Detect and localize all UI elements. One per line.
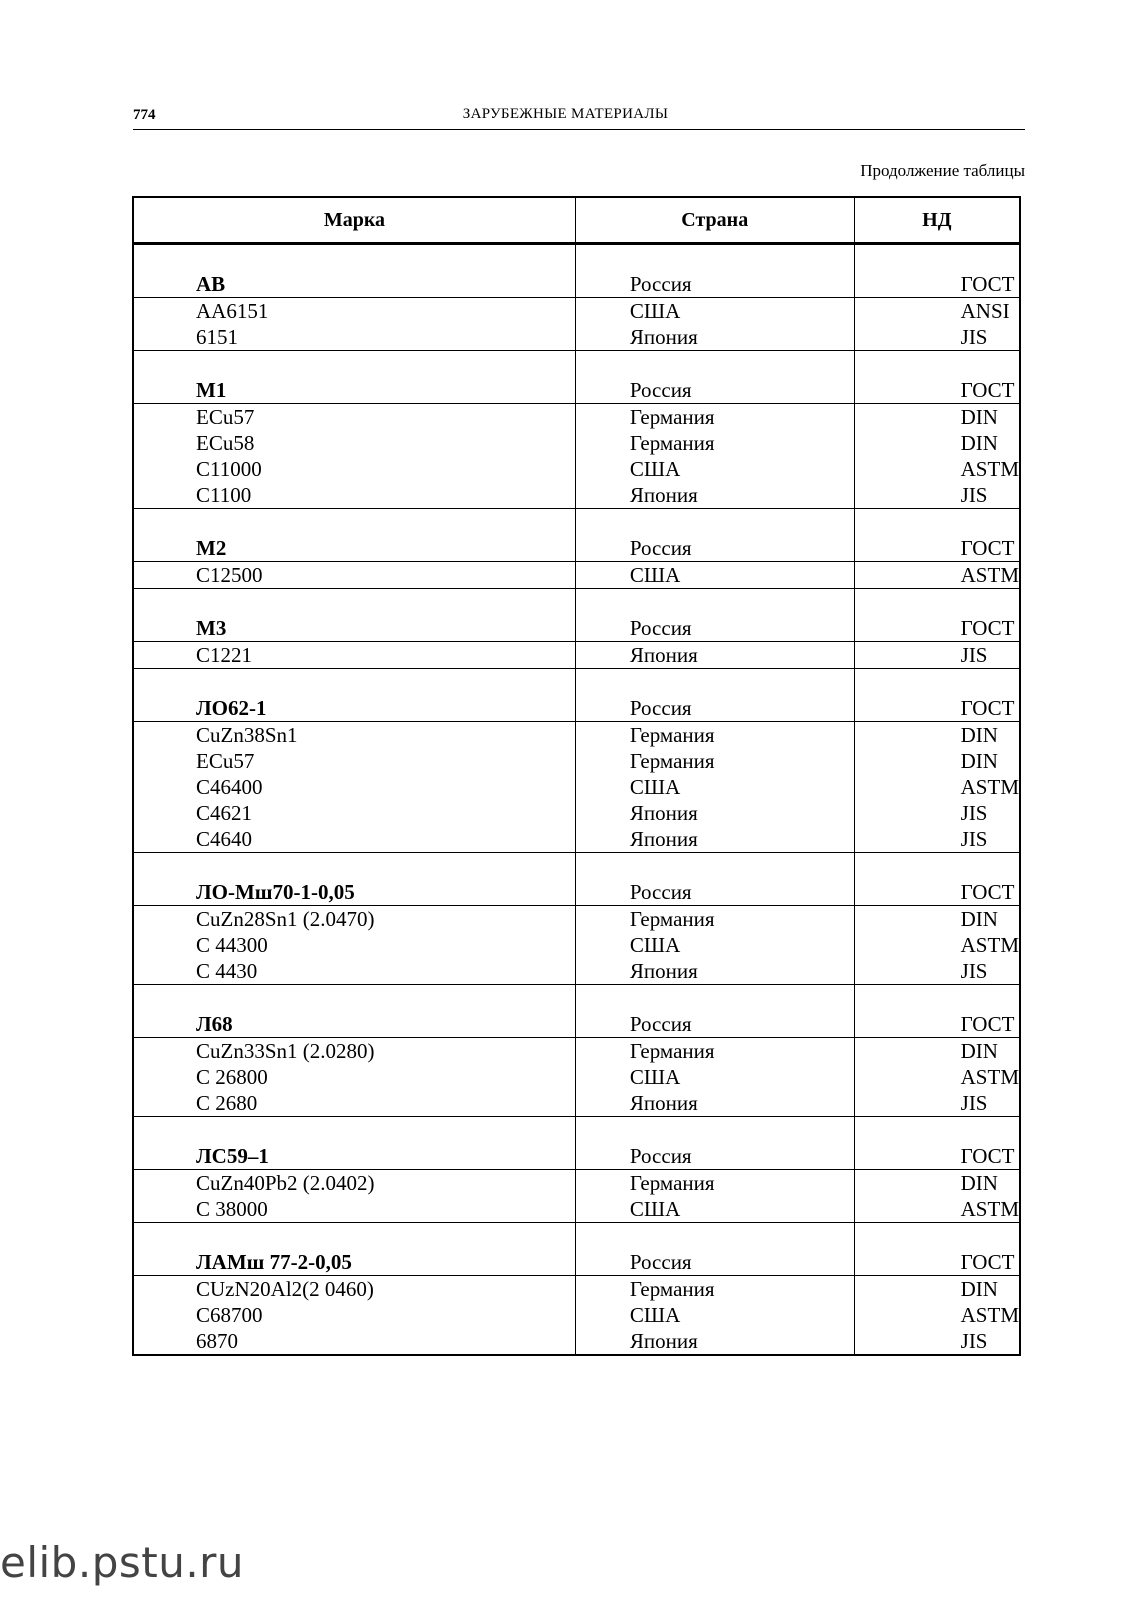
- country-cell: Япония: [575, 1090, 854, 1117]
- table-row: [133, 800, 1020, 826]
- standard-cell: DIN: [960, 405, 998, 429]
- table-row: [133, 1223, 1020, 1276]
- country-cell: Германия: [575, 906, 854, 933]
- country-cell: Япония: [575, 482, 854, 509]
- grade-cell: C 38000: [133, 1196, 575, 1223]
- standard-cell: ГОСТ: [854, 1117, 1020, 1170]
- standard-cell: ГОСТ: [854, 351, 1020, 404]
- grade-cell: ECu58: [133, 430, 575, 456]
- table-row: [133, 642, 1020, 669]
- standard-cell: ASTM: [960, 1065, 1019, 1089]
- grade-cell: C 26800: [133, 1064, 575, 1090]
- standard-cell: DIN: [960, 907, 998, 931]
- country-cell: Германия: [575, 1276, 854, 1303]
- country-cell: Россия: [575, 1117, 854, 1170]
- standard-cell: DIN: [960, 723, 998, 747]
- standard-cell: ГОСТ: [854, 244, 1020, 298]
- header-rule: [133, 129, 1025, 130]
- standard-cell: ГОСТ: [854, 985, 1020, 1038]
- standard-cell: ASTM: [960, 933, 1019, 957]
- table-row: [133, 958, 1020, 985]
- country-cell: Германия: [575, 404, 854, 431]
- grade-cell: Л68: [133, 985, 575, 1038]
- country-cell: США: [575, 1196, 854, 1223]
- grade-cell: C1221: [133, 642, 575, 669]
- grade-cell: АВ: [133, 244, 575, 298]
- table-row: [133, 1196, 1020, 1223]
- country-cell: Россия: [575, 853, 854, 906]
- country-cell: Россия: [575, 351, 854, 404]
- table-row: [133, 774, 1020, 800]
- country-cell: Россия: [575, 669, 854, 722]
- grade-cell: C1100: [133, 482, 575, 509]
- country-cell: США: [575, 932, 854, 958]
- standard-cell: ASTM: [960, 1197, 1019, 1221]
- table-row: [133, 748, 1020, 774]
- table-body: [133, 244, 1020, 1356]
- standard-cell: DIN: [960, 431, 998, 455]
- grade-cell: ECu57: [133, 748, 575, 774]
- standard-cell: JIS: [960, 827, 988, 851]
- table-row: [133, 1090, 1020, 1117]
- table-row: [133, 1038, 1020, 1065]
- table-row: [133, 669, 1020, 722]
- table-row: [133, 1117, 1020, 1170]
- grade-cell: ЛО-Мш70-1-0,05: [133, 853, 575, 906]
- country-cell: Япония: [575, 642, 854, 669]
- column-header-grade: Марка: [133, 197, 575, 244]
- grade-cell: М2: [133, 509, 575, 562]
- materials-table: [132, 196, 1021, 1356]
- grade-cell: C68700: [133, 1302, 575, 1328]
- page-number: 774: [133, 107, 156, 123]
- table-row: [133, 722, 1020, 749]
- table-row: [133, 244, 1020, 298]
- standard-cell: ASTM: [960, 563, 1019, 587]
- table-row: [133, 853, 1020, 906]
- table-row: [133, 826, 1020, 853]
- standard-cell: DIN: [960, 1171, 998, 1195]
- table-row: [133, 404, 1020, 431]
- grade-cell: C 4430: [133, 958, 575, 985]
- country-cell: Германия: [575, 430, 854, 456]
- table-row: [133, 456, 1020, 482]
- standard-cell: ГОСТ: [854, 1223, 1020, 1276]
- country-cell: Германия: [575, 1170, 854, 1197]
- standard-cell: JIS: [960, 1329, 988, 1353]
- grade-cell: C 2680: [133, 1090, 575, 1117]
- grade-cell: ЛАМш 77-2-0,05: [133, 1223, 575, 1276]
- country-cell: Германия: [575, 722, 854, 749]
- standard-cell: ГОСТ: [854, 589, 1020, 642]
- table-header-row: [133, 197, 1020, 244]
- standard-cell: ASTM: [960, 457, 1019, 481]
- standard-cell: JIS: [960, 801, 988, 825]
- column-header-country: Страна: [575, 197, 854, 244]
- standard-cell: JIS: [960, 643, 988, 667]
- running-title: ЗАРУБЕЖНЫЕ МАТЕРИАЛЫ: [462, 106, 669, 122]
- standard-cell: ASTM: [960, 775, 1019, 799]
- table-row: [133, 1170, 1020, 1197]
- grade-cell: CuZn28Sn1 (2.0470): [133, 906, 575, 933]
- grade-cell: C11000: [133, 456, 575, 482]
- grade-cell: CUzN20Al2(2 0460): [133, 1276, 575, 1303]
- grade-cell: М1: [133, 351, 575, 404]
- country-cell: Япония: [575, 800, 854, 826]
- country-cell: США: [575, 298, 854, 325]
- grade-cell: ЛО62-1: [133, 669, 575, 722]
- country-cell: Россия: [575, 985, 854, 1038]
- grade-cell: М3: [133, 589, 575, 642]
- table-row: [133, 985, 1020, 1038]
- column-header-standard: НД: [854, 197, 1020, 244]
- country-cell: Германия: [575, 1038, 854, 1065]
- grade-cell: C 44300: [133, 932, 575, 958]
- standard-cell: ASTM: [960, 1303, 1019, 1327]
- grade-cell: 6870: [133, 1328, 575, 1355]
- country-cell: США: [575, 562, 854, 589]
- country-cell: Россия: [575, 1223, 854, 1276]
- watermark: elib.pstu.ru: [0, 1538, 245, 1587]
- country-cell: Россия: [575, 589, 854, 642]
- grade-cell: CuZn38Sn1: [133, 722, 575, 749]
- table-row: [133, 509, 1020, 562]
- table-row: [133, 430, 1020, 456]
- table-row: [133, 1302, 1020, 1328]
- country-cell: Япония: [575, 958, 854, 985]
- standard-cell: ГОСТ: [854, 509, 1020, 562]
- grade-cell: C46400: [133, 774, 575, 800]
- table-row: [133, 1276, 1020, 1303]
- table-row: [133, 1064, 1020, 1090]
- grade-cell: АА6151: [133, 298, 575, 325]
- grade-cell: C12500: [133, 562, 575, 589]
- country-cell: Россия: [575, 509, 854, 562]
- country-cell: Германия: [575, 748, 854, 774]
- table-row: [133, 589, 1020, 642]
- table-row: [133, 906, 1020, 933]
- grade-cell: C4640: [133, 826, 575, 853]
- grade-cell: ECu57: [133, 404, 575, 431]
- table-continuation-caption: Продолжение таблицы: [860, 161, 1025, 180]
- country-cell: США: [575, 1064, 854, 1090]
- country-cell: Япония: [575, 826, 854, 853]
- country-cell: США: [575, 774, 854, 800]
- country-cell: США: [575, 1302, 854, 1328]
- table-row: [133, 324, 1020, 351]
- country-cell: Япония: [575, 324, 854, 351]
- standard-cell: JIS: [960, 1091, 988, 1115]
- country-cell: Япония: [575, 1328, 854, 1355]
- standard-cell: DIN: [960, 1277, 998, 1301]
- standard-cell: JIS: [960, 959, 988, 983]
- grade-cell: 6151: [133, 324, 575, 351]
- table-row: [133, 351, 1020, 404]
- standard-cell: JIS: [960, 483, 988, 507]
- table-row: [133, 562, 1020, 589]
- standard-cell: JIS: [960, 325, 988, 349]
- grade-cell: C4621: [133, 800, 575, 826]
- grade-cell: CuZn33Sn1 (2.0280): [133, 1038, 575, 1065]
- table-row: [133, 298, 1020, 325]
- table-row: [133, 932, 1020, 958]
- standard-cell: DIN: [960, 749, 998, 773]
- grade-cell: CuZn40Pb2 (2.0402): [133, 1170, 575, 1197]
- country-cell: США: [575, 456, 854, 482]
- grade-cell: ЛС59–1: [133, 1117, 575, 1170]
- standard-cell: ГОСТ: [854, 853, 1020, 906]
- table-row: [133, 482, 1020, 509]
- standard-cell: ANSI: [960, 299, 1010, 323]
- standard-cell: ГОСТ: [854, 669, 1020, 722]
- standard-cell: DIN: [960, 1039, 998, 1063]
- table-row: [133, 1328, 1020, 1355]
- country-cell: Россия: [575, 244, 854, 298]
